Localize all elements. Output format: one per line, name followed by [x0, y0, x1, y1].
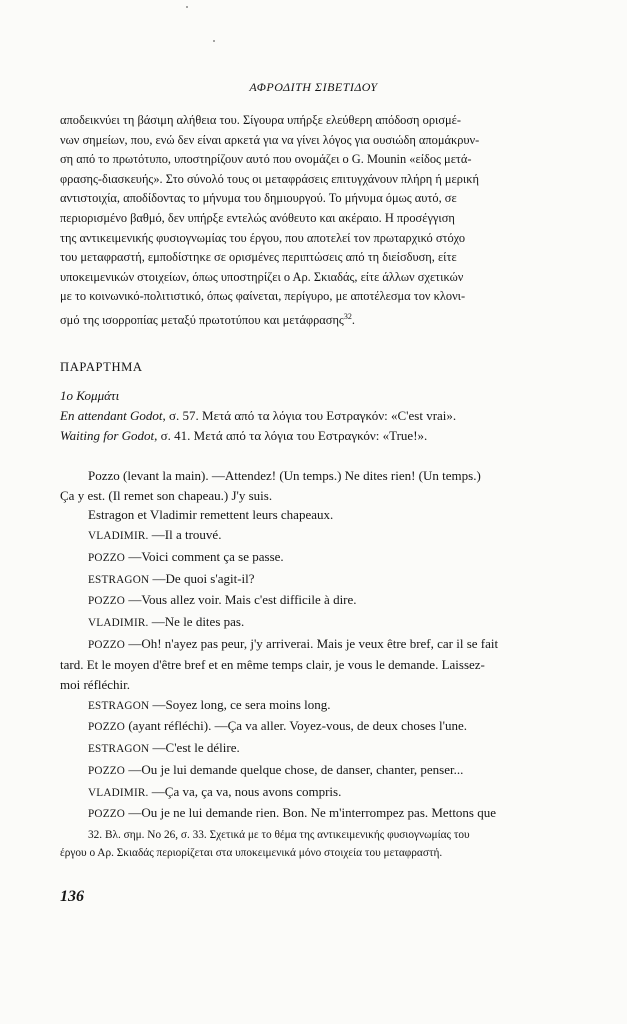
- running-head: ΑΦΡΟΔΙΤΗ ΣΙΒΕΤΙΔΟΥ: [249, 80, 378, 94]
- dialogue-text: —Il a trouvé.: [148, 527, 222, 543]
- intro-line: ση από το πρωτότυπο, υποστηρίζουν αυτό που ονομάζει ο G. Mounin «είδος μετά-: [60, 152, 472, 167]
- dialogue-line: [60, 612, 570, 634]
- dialogue-line: [60, 569, 570, 591]
- dialogue-line: [60, 486, 570, 506]
- dialogue-text: Estragon et Vladimir remettent leurs chapeaux.: [88, 507, 334, 523]
- footnote-ref: 32: [343, 311, 352, 321]
- excerpt-header: [60, 386, 570, 445]
- intro-line: φρασης-διασκευής». Στο σύνολό τους οι μεταφράσεις επιτυγχάνουν πλήρη ή μερική: [60, 171, 479, 186]
- dialogue-line: [60, 634, 570, 656]
- excerpt-fr-title: En attendant Godot: [60, 407, 163, 423]
- speaker-name: POZZO: [88, 764, 126, 777]
- speaker-name: POZZO: [88, 721, 126, 734]
- speaker-name: ESTRAGON: [88, 743, 150, 756]
- excerpt-en: [60, 426, 570, 446]
- dialogue-text: Pozzo (levant la main). —Attendez! (Un temps.) Ne dites rien! (Un temps.): [88, 468, 481, 483]
- section-title: ΠΑΡΑΡΤΗΜΑ: [60, 360, 143, 374]
- page-number: 136: [60, 888, 84, 905]
- speaker-name: VLADIMIR.: [88, 530, 149, 543]
- speaker-name: VLADIMIR.: [88, 786, 149, 799]
- intro-paragraph: [60, 111, 568, 331]
- dialogue-text: —Ou je lui demande quelque chose, de danser, chanter, penser...: [125, 761, 464, 777]
- scan-speck: [213, 40, 215, 42]
- dialogue-line: [60, 738, 570, 760]
- dialogue-text: —De quoi s'agit-il?: [149, 570, 255, 586]
- footnote-line: 32. Βλ. σημ. Νο 26, σ. 33. Σχετικά με το θέμα της αντικειμενικής φυσιογνωμίας του: [88, 829, 470, 841]
- dialogue-text: —Ne le dites pas.: [148, 613, 245, 629]
- excerpt-label: 1ο Κομμάτι: [60, 388, 120, 403]
- dialogue-text: tard. Et le moyen d'être bref et en même temps clair, je vous le demande. Laissez-: [60, 657, 485, 673]
- footnote-line: έργου ο Αρ. Σκιαδάς περιορίζεται στα υποκειμενικά μόνο στοιχεία του μεταφραστή.: [60, 847, 443, 859]
- dialogue-text: —Vous allez voir. Mais c'est difficile à dire.: [125, 592, 357, 608]
- dialogue-line: [60, 655, 570, 675]
- dialogue-line: [60, 505, 570, 525]
- intro-line: της αντικειμενικής φυσιογνωμίας του έργου, που αποτελεί τον πρωταρχικό στόχο: [60, 230, 466, 245]
- speaker-name: ESTRAGON: [88, 699, 150, 712]
- dialogue-line: [60, 716, 570, 738]
- excerpt-fr: [60, 406, 570, 426]
- excerpt-en-title: Waiting for Godot: [60, 427, 155, 443]
- dialogue-text: moi réfléchir.: [60, 677, 131, 693]
- dialogue-line: [60, 760, 570, 782]
- intro-last-text: σμό της ισορροπίας μεταξύ πρωτοτύπου και μετάφρασης: [60, 313, 344, 328]
- speaker-name: POZZO: [88, 551, 126, 564]
- dialogue-line: [60, 525, 570, 547]
- intro-line: περιορισμένο βαθμό, δεν υπήρξε εντελώς ανόθευτο και ακέραιο. Η προσέγγιση: [60, 210, 455, 225]
- dialogue-text: —Soyez long, ce sera moins long.: [149, 696, 331, 712]
- dialogue-line: [60, 466, 570, 486]
- intro-last-line: [60, 307, 568, 331]
- speaker-name: POZZO: [88, 808, 126, 821]
- intro-line: του μεταφραστή, εμποδίστηκε σε ορισμένες περιπτώσεις από τη διείσδυση, είτε: [60, 250, 457, 265]
- speaker-name: VLADIMIR.: [88, 616, 149, 629]
- dialogue-text: Ça y est. (Il remet son chapeau.) J'y suis.: [60, 487, 273, 503]
- dialogue-text: —Ou je ne lui demande rien. Bon. Ne m'interrompez pas. Mettons que: [125, 805, 497, 821]
- intro-line: αντιστοιχία, αποδίδοντας το μήνυμα του δημιουργού. Το μήνυμα όμως αυτό, σε: [60, 191, 457, 206]
- dialogue-text: —Ça va, ça va, nous avons compris.: [148, 783, 342, 799]
- speaker-name: POZZO: [88, 595, 126, 608]
- footnote: [60, 826, 570, 862]
- intro-line: νων σημείων, που, ενώ δεν είναι αρκετά για να γίνει λόγος για ουσιώδη απομάκρυν-: [60, 132, 480, 147]
- dialogue-line: [60, 782, 570, 804]
- dialogue-line: [60, 547, 570, 569]
- dialogue-text: (ayant réfléchi). —Ça va aller. Voyez-vous, de deux choses l'une.: [125, 718, 467, 734]
- dialogue-text: —Voici comment ça se passe.: [125, 548, 284, 564]
- speaker-name: POZZO: [88, 638, 126, 651]
- scan-speck: [186, 6, 188, 8]
- speaker-name: ESTRAGON: [88, 573, 150, 586]
- excerpt-en-rest: , σ. 41. Μετά από τα λόγια του Εστραγκόν: «True!».: [154, 427, 428, 443]
- intro-last-period: .: [351, 313, 355, 328]
- dialogue-line: [60, 590, 570, 612]
- intro-line: με το κοινωνικό-πολιτιστικό, όπως φαίνεται, περίγυρο, με αποτέλεσμα τον κλονι-: [60, 289, 466, 304]
- dialogue-line: [60, 675, 570, 695]
- dialogue-block: [60, 466, 570, 825]
- excerpt-fr-rest: , σ. 57. Μετά από τα λόγια του Εστραγκόν: «C'est vrai».: [162, 407, 457, 423]
- intro-line: υποκειμενικών στοιχείων, όπως υποστηρίζει ο Αρ. Σκιαδάς, είτε άλλων σχετικών: [60, 269, 464, 284]
- dialogue-line: [60, 803, 570, 825]
- dialogue-line: [60, 695, 570, 717]
- dialogue-text: —Oh! n'ayez pas peur, j'y arriverai. Mais je veux être bref, car il se fait: [125, 635, 499, 651]
- dialogue-text: —C'est le délire.: [149, 740, 240, 756]
- intro-line: αποδεικνύει τη βάσιμη αλήθεια του. Σίγουρα υπήρξε ελεύθερη απόδοση ορισμέ-: [60, 113, 462, 127]
